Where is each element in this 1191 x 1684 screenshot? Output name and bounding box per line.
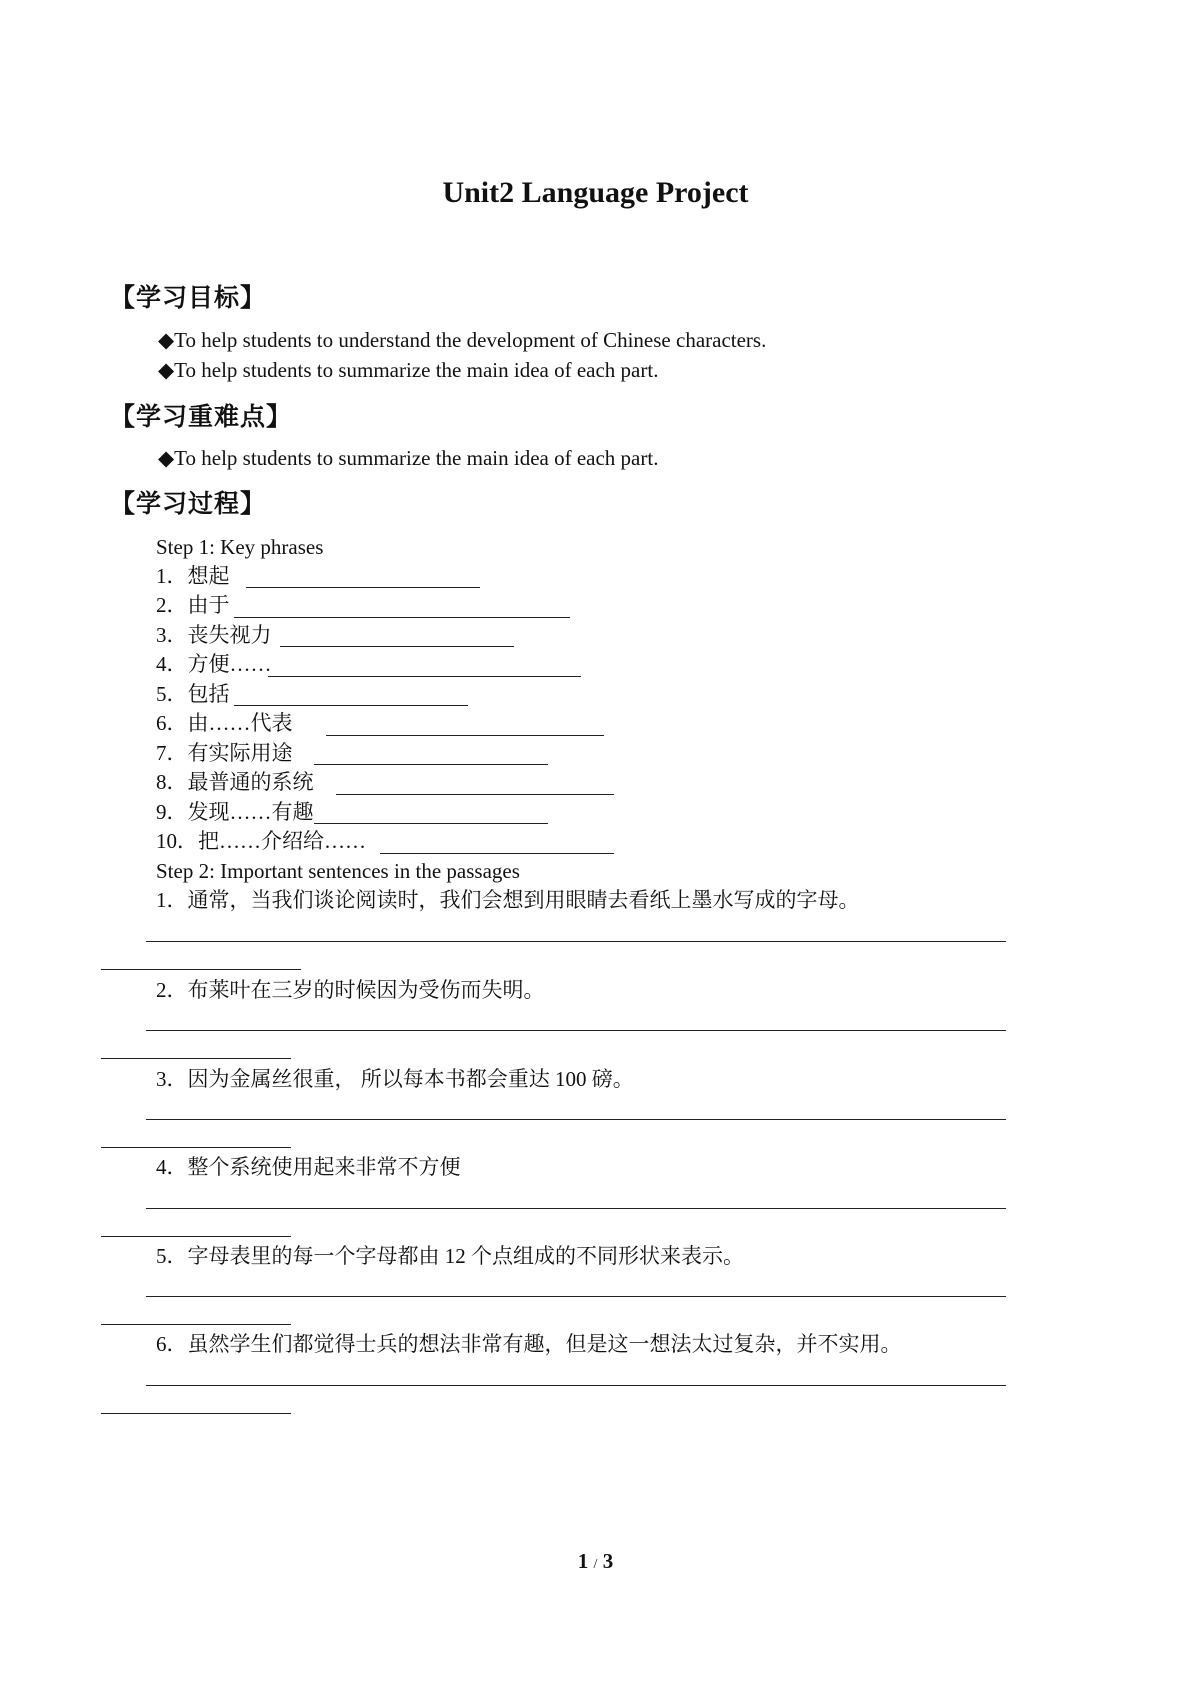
phrase-number: 7． (156, 741, 188, 765)
sentence-prompt (156, 1241, 744, 1271)
sentence-text: 布莱叶在三岁的时候因为受伤而失明。 (187, 978, 545, 1002)
translation-blank-continued[interactable] (101, 1413, 291, 1414)
objective-item: ◆To help students to understand the development of Chinese characters. (158, 328, 767, 352)
phrase-row (156, 561, 230, 591)
key-points-heading: 【学习重难点】 (110, 402, 293, 431)
answer-blank[interactable] (326, 735, 604, 736)
answer-blank[interactable] (234, 617, 570, 618)
sentence-text: 虽然学生们都觉得士兵的想法非常有趣，但是这一想法太过复杂，并不实用。 (187, 1332, 902, 1356)
page-number (0, 1546, 1191, 1580)
page-total: 3 (602, 1549, 614, 1573)
phrase-text: 方便…… (187, 652, 272, 676)
sentence-number: 1． (156, 888, 188, 912)
translation-blank[interactable] (146, 1385, 1006, 1386)
phrase-text: 由……代表 (187, 711, 293, 735)
phrase-row (156, 767, 314, 797)
phrase-text: 把……介绍给…… (198, 829, 366, 853)
translation-blank[interactable] (146, 1030, 1006, 1031)
phrase-number: 5． (156, 682, 188, 706)
answer-blank[interactable] (234, 705, 468, 706)
sentence-prompt (156, 975, 545, 1005)
answer-blank[interactable] (268, 676, 581, 677)
process-heading: 【学习过程】 (110, 489, 267, 518)
sentence-number: 5． (156, 1244, 188, 1268)
sentence-prompt (156, 1329, 902, 1359)
sentence-text: 通常，当我们谈论阅读时，我们会想到用眼睛去看纸上墨水写成的字母。 (187, 888, 860, 912)
phrase-row (156, 590, 230, 620)
sentence-prompt (156, 1152, 461, 1182)
phrase-row (156, 708, 293, 738)
answer-blank[interactable] (314, 764, 548, 765)
translation-blank-continued[interactable] (101, 969, 301, 970)
phrase-text: 想起 (187, 564, 230, 588)
phrase-text: 由于 (187, 593, 230, 617)
sentence-number: 4． (156, 1155, 188, 1179)
sentence-text: 字母表里的每一个字母都由 12 个点组成的不同形状来表示。 (187, 1244, 744, 1268)
answer-blank[interactable] (314, 823, 548, 824)
translation-blank[interactable] (146, 941, 1006, 942)
phrase-number: 8． (156, 770, 188, 794)
phrase-row (156, 826, 366, 856)
phrase-row (156, 649, 272, 679)
step2-title: Step 2: Important sentences in the passages (156, 859, 520, 883)
sentence-number: 3． (156, 1067, 188, 1091)
phrase-text: 包括 (187, 682, 230, 706)
phrase-number: 6． (156, 711, 188, 735)
sentence-text: 整个系统使用起来非常不方便 (187, 1155, 461, 1179)
key-point-item: ◆To help students to summarize the main idea of each part. (158, 446, 659, 470)
translation-blank[interactable] (146, 1296, 1006, 1297)
phrase-row (156, 679, 230, 709)
phrase-number: 2． (156, 593, 188, 617)
translation-blank-continued[interactable] (101, 1236, 291, 1237)
answer-blank[interactable] (246, 587, 480, 588)
answer-blank[interactable] (380, 853, 614, 854)
sentence-number: 6． (156, 1332, 188, 1356)
phrase-row (156, 620, 272, 650)
answer-blank[interactable] (336, 794, 614, 795)
answer-blank[interactable] (280, 646, 514, 647)
phrase-number: 4． (156, 652, 188, 676)
phrase-row (156, 738, 293, 768)
objective-item: ◆To help students to summarize the main idea of each part. (158, 358, 659, 382)
phrase-text: 有实际用途 (187, 741, 293, 765)
phrase-text: 发现……有趣 (187, 800, 314, 824)
page-separator: / (593, 1557, 598, 1572)
phrase-number: 3． (156, 623, 188, 647)
sentence-prompt (156, 1064, 634, 1094)
phrase-text: 最普通的系统 (187, 770, 314, 794)
sentence-number: 2． (156, 978, 188, 1002)
phrase-number: 9． (156, 800, 188, 824)
objectives-heading: 【学习目标】 (110, 283, 267, 312)
phrase-text: 丧失视力 (187, 623, 272, 647)
page-title: Unit2 Language Project (442, 176, 749, 209)
translation-blank-continued[interactable] (101, 1058, 291, 1059)
sentence-prompt (156, 885, 860, 915)
translation-blank-continued[interactable] (101, 1324, 291, 1325)
phrase-row (156, 797, 314, 827)
page-current: 1 (577, 1549, 589, 1573)
sentence-text: 因为金属丝很重， 所以每本书都会重达 100 磅。 (187, 1067, 634, 1091)
phrase-number: 10． (156, 829, 198, 853)
phrase-number: 1． (156, 564, 188, 588)
translation-blank[interactable] (146, 1119, 1006, 1120)
translation-blank[interactable] (146, 1208, 1006, 1209)
translation-blank-continued[interactable] (101, 1147, 291, 1148)
step1-title: Step 1: Key phrases (156, 535, 324, 559)
